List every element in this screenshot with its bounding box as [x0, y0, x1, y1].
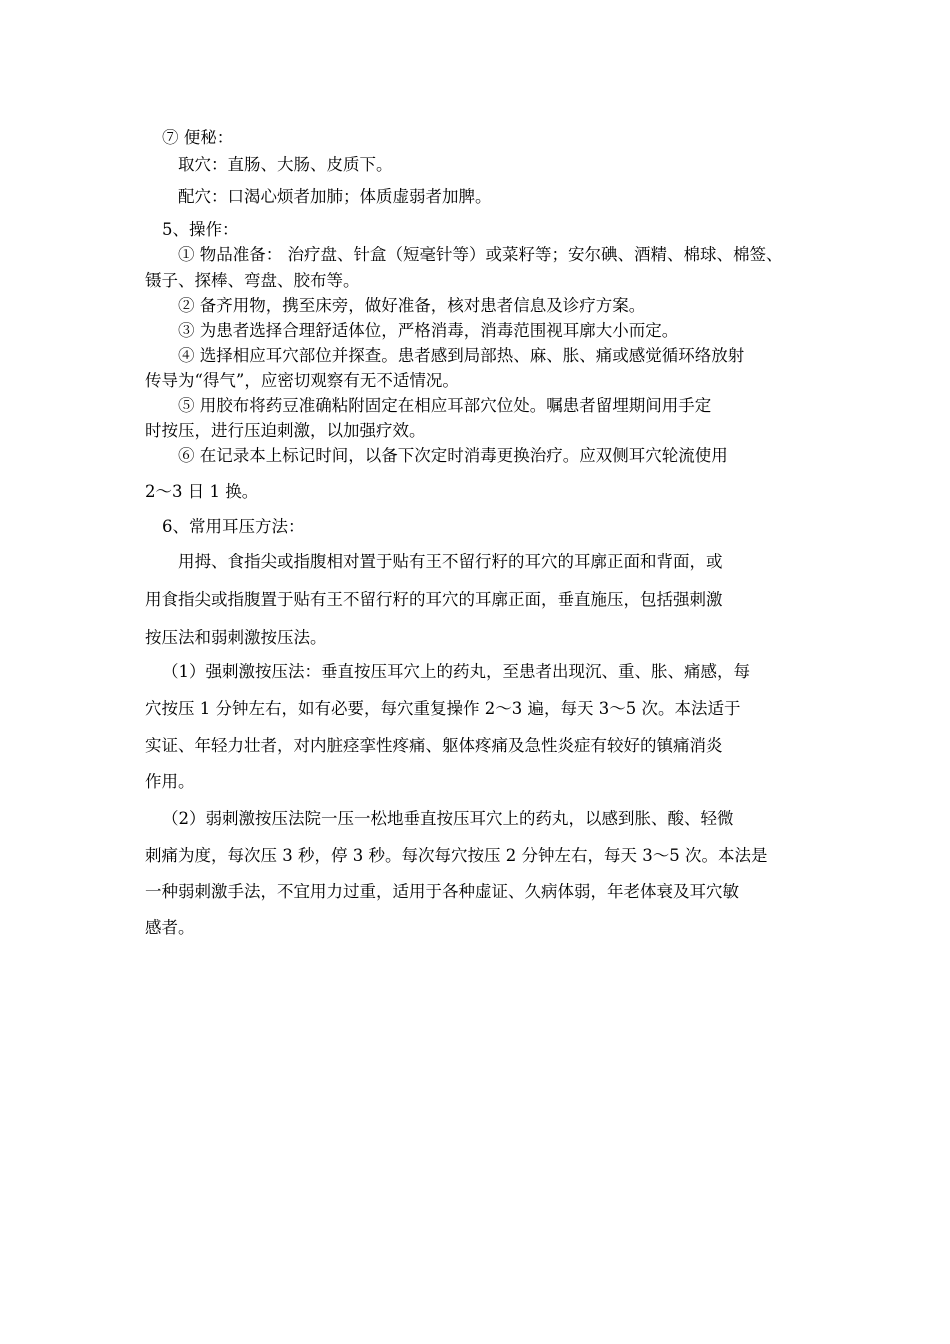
text-acupoint: 取穴：直肠、大肠、皮质下。 — [178, 155, 393, 174]
methods-para-line-2: 用食指尖或指腹置于贴有王不留行籽的耳穴的耳廓正面，垂直施压，包括强刺激 — [145, 590, 723, 609]
weak-method-line-3: 一种弱刺激手法，不宜用力过重，适用于各种虚证、久病体弱，年老体衰及耳穴敏 — [145, 882, 739, 901]
weak-method-line-4: 感者。 — [145, 918, 195, 937]
strong-method-line-1: （1）强刺激按压法：垂直按压耳穴上的药丸，至患者出现沉、重、胀、痛感，每 — [162, 662, 750, 681]
step-4-line-2: 传导为“得气”，应密切观察有无不适情况。 — [145, 371, 459, 390]
weak-method-line-2: 刺痛为度，每次压 3 秒，停 3 秒。每次每穴按压 2 分钟左右，每天 3～5 次。本法是 — [145, 846, 768, 865]
step-3: ③ 为患者选择合理舒适体位，严格消毒，消毒范围视耳廓大小而定。 — [178, 321, 679, 340]
methods-para-line-1: 用拇、食指尖或指腹相对置于贴有王不留行籽的耳穴的耳廓正面和背面，或 — [178, 552, 723, 571]
strong-method-line-3: 实证、年轻力壮者，对内脏痉挛性疼痛、躯体疼痛及急性炎症有较好的镇痛消炎 — [145, 736, 723, 755]
step-1-line-2: 镊子、探棒、弯盘、胶布等。 — [145, 271, 360, 290]
step-6-line-1: ⑥ 在记录本上标记时间，以备下次定时消毒更换治疗。应双侧耳穴轮流使用 — [178, 446, 728, 465]
step-4-line-1: ④ 选择相应耳穴部位并探查。患者感到局部热、麻、胀、痛或感觉循环络放射 — [178, 346, 745, 365]
methods-para-line-3: 按压法和弱刺激按压法。 — [145, 628, 327, 647]
step-6-line-2: 2～3 日 1 换。 — [145, 482, 259, 501]
heading-constipation: ⑦ 便秘： — [162, 128, 234, 147]
heading-ear-press-methods: 6、常用耳压方法： — [162, 517, 305, 536]
weak-method-line-1: （2）弱刺激按压法院一压一松地垂直按压耳穴上的药丸，以感到胀、酸、轻微 — [162, 809, 734, 828]
step-5-line-1: ⑤ 用胶布将药豆准确粘附固定在相应耳部穴位处。嘱患者留埋期间用手定 — [178, 396, 712, 415]
heading-operation: 5、操作： — [162, 220, 239, 239]
text-matching-acupoint: 配穴：口渴心烦者加肺；体质虚弱者加脾。 — [178, 187, 492, 206]
strong-method-line-2: 穴按压 1 分钟左右，如有必要，每穴重复操作 2～3 遍，每天 3～5 次。本法适于 — [145, 699, 741, 718]
step-2: ② 备齐用物，携至床旁，做好准备，核对患者信息及诊疗方案。 — [178, 296, 646, 315]
step-5-line-2: 时按压，进行压迫刺激，以加强疗效。 — [145, 421, 426, 440]
strong-method-line-4: 作用。 — [145, 772, 195, 791]
step-1-line-1: ① 物品准备： 治疗盘、针盒（短毫针等）或菜籽等；安尔碘、酒精、棉球、棉签、 — [178, 245, 783, 264]
